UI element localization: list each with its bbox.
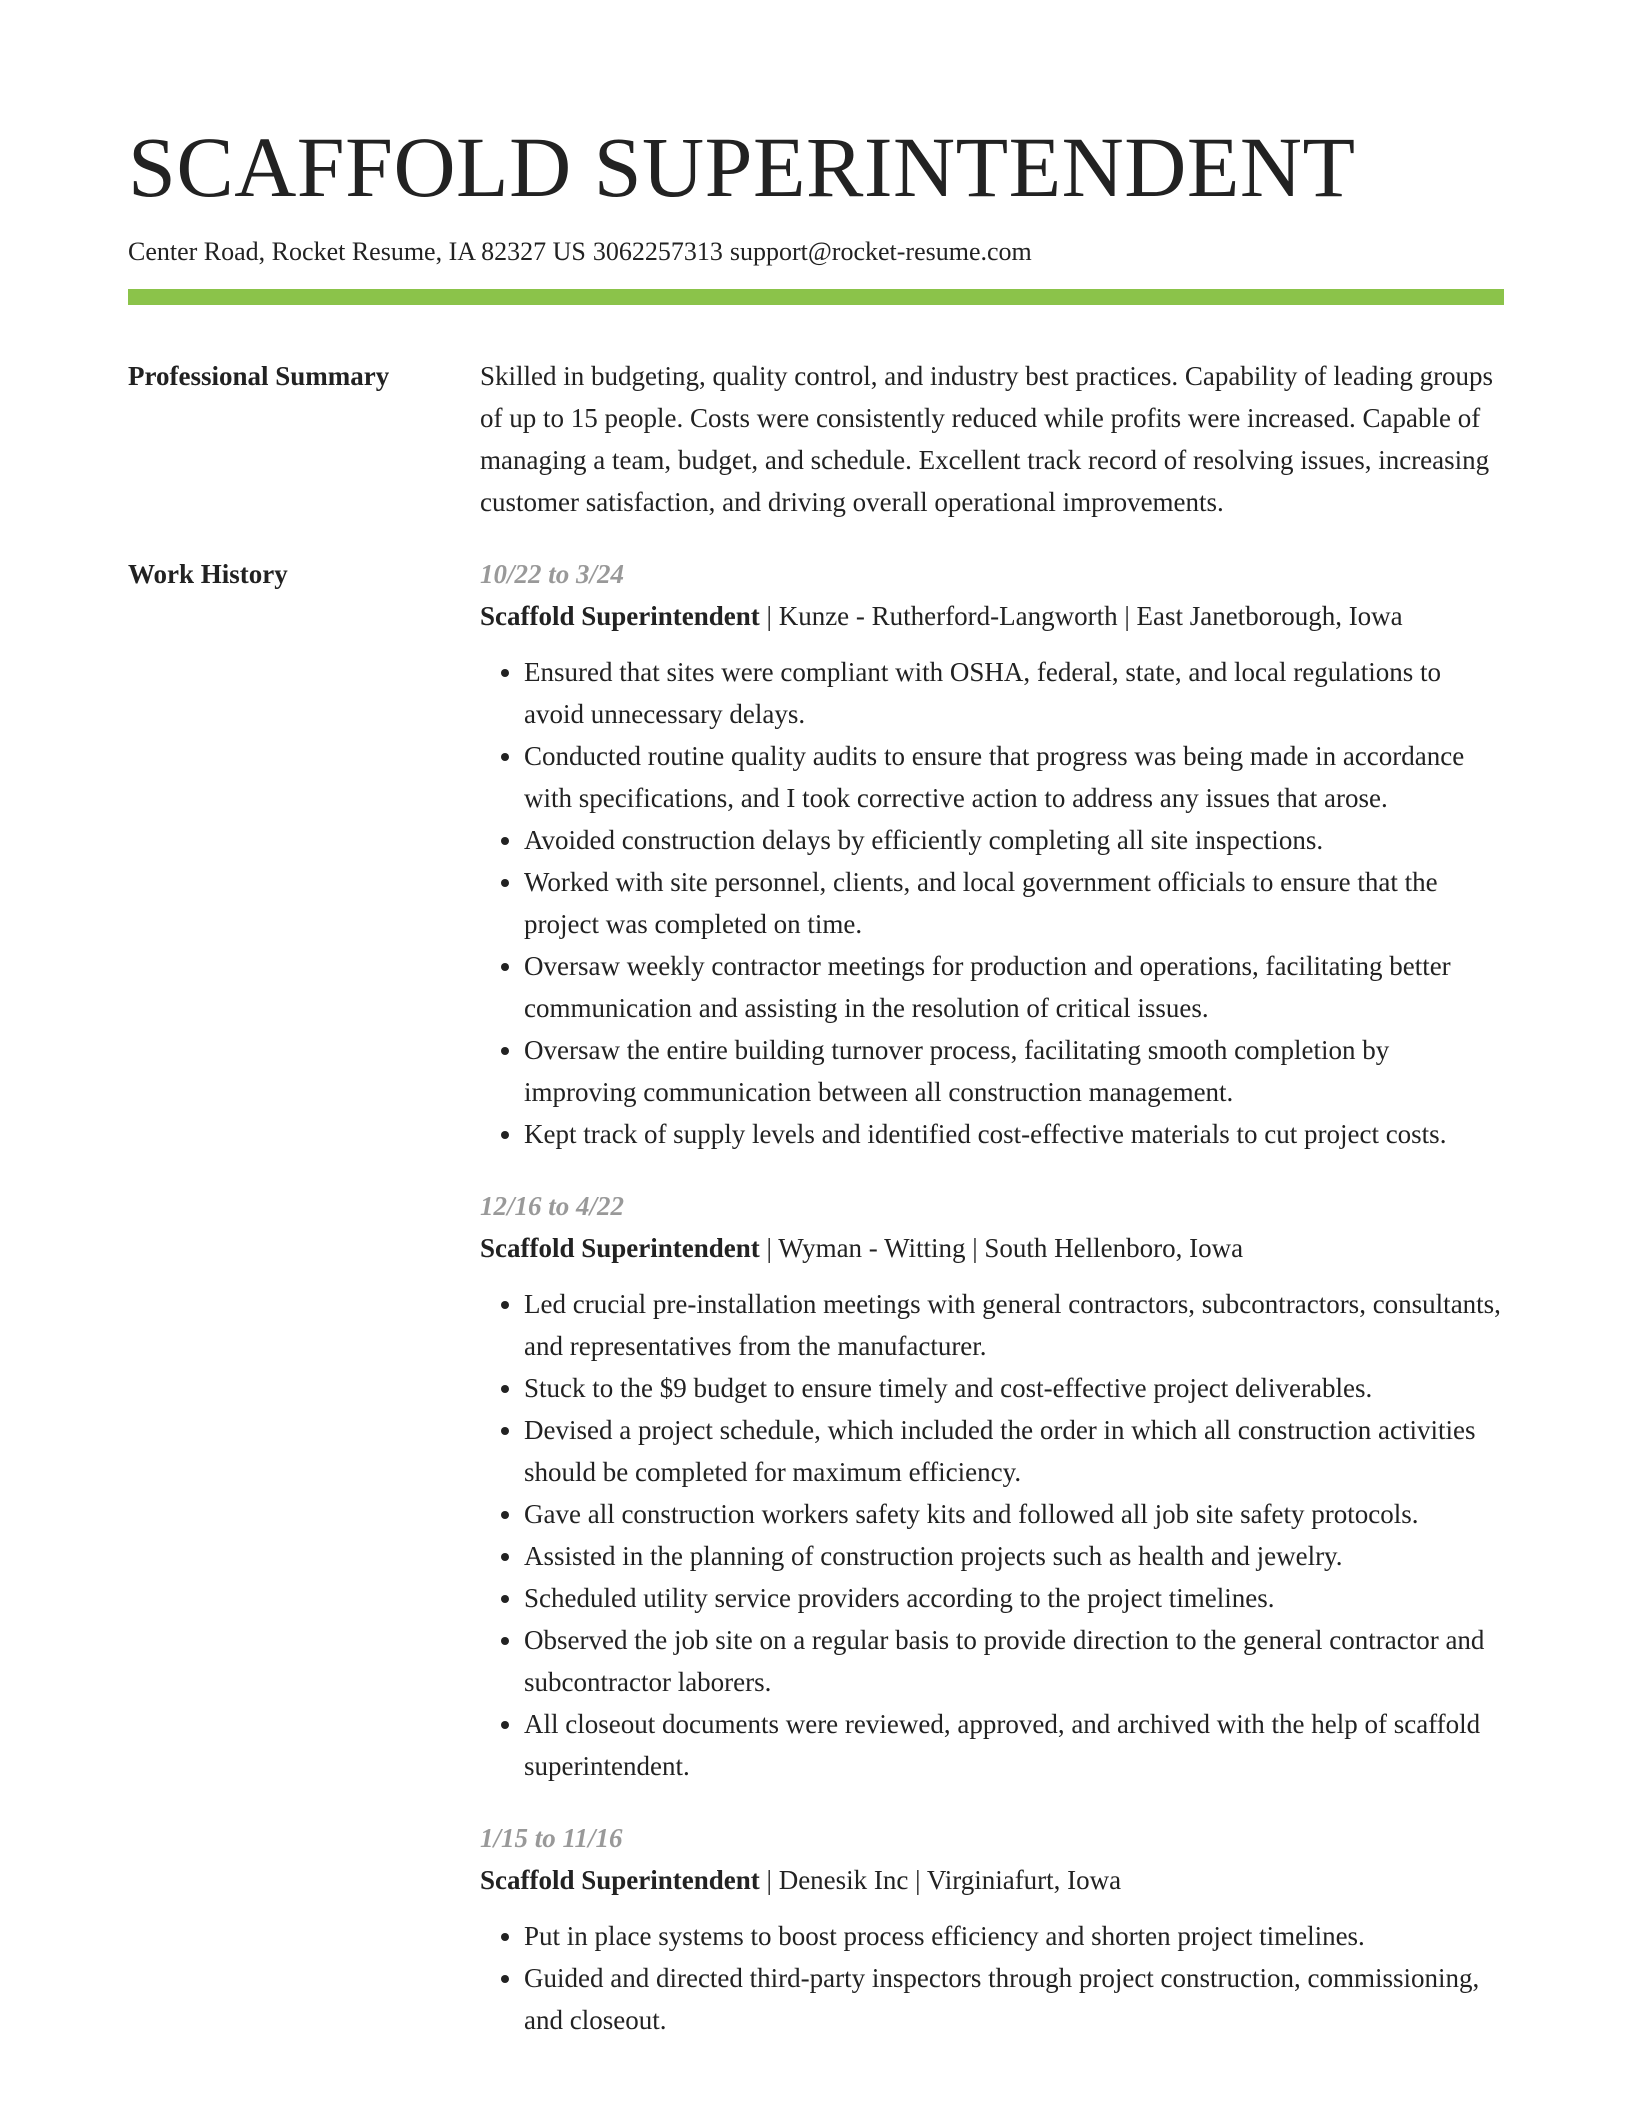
job-bullet: • Oversaw the entire building turnover process, facilitating smooth completion by improving communication between all construction management.	[524, 1029, 1504, 1113]
job-bullet: • Worked with site personnel, clients, and local government officials to ensure that the project was completed on time.	[524, 861, 1504, 945]
job-bullet: • Oversaw weekly contractor meetings for production and operations, facilitating better communication and assisting in the resolution of critical issues.	[524, 945, 1504, 1029]
job-dates: 12/16 to 4/22	[480, 1190, 625, 1221]
job-dates: 1/15 to 11/16	[480, 1822, 623, 1853]
job-bullet: • Gave all construction workers safety kits and followed all job site safety protocols.	[524, 1493, 1504, 1535]
job-role: Scaffold Superintendent	[480, 1232, 760, 1263]
job-bullet: • Led crucial pre-installation meetings with general contractors, subcontractors, consultants, and representatives from the manufacturer.	[524, 1283, 1504, 1367]
work-history-section-title: Work History	[128, 558, 288, 589]
job-entry	[480, 1817, 1504, 2041]
candidate-name: SCAFFOLD SUPERINTENDENT	[128, 119, 1356, 215]
work-history-section	[128, 553, 1504, 2071]
job-bullet: • Scheduled utility service providers according to the project timelines.	[524, 1577, 1504, 1619]
job-bullets	[480, 1283, 1504, 1787]
summary-section	[128, 355, 1504, 523]
summary-section-title: Professional Summary	[128, 360, 390, 391]
job-bullets	[480, 651, 1504, 1155]
job-bullet: • All closeout documents were reviewed, approved, and archived with the help of scaffold superintendent.	[524, 1703, 1504, 1787]
contact-address: Center Road, Rocket Resume, IA 82327 US	[128, 236, 586, 266]
contact-line	[128, 235, 1504, 269]
job-bullet: • Put in place systems to boost process efficiency and shorten project timelines.	[524, 1915, 1504, 1957]
job-dates: 10/22 to 3/24	[480, 558, 625, 589]
job-bullet: • Observed the job site on a regular basis to provide direction to the general contractor and subcontractor laborers.	[524, 1619, 1504, 1703]
job-entry	[480, 553, 1504, 1155]
job-details: | Denesik Inc | Virginiafurt, Iowa	[759, 1864, 1122, 1895]
job-bullet: • Guided and directed third-party inspectors through project construction, commissioning, and closeout.	[524, 1957, 1504, 2041]
job-heading	[480, 1227, 1504, 1269]
job-details: | Wyman - Witting | South Hellenboro, Iowa	[759, 1232, 1244, 1263]
job-bullet: • Assisted in the planning of construction projects such as health and jewelry.	[524, 1535, 1504, 1577]
job-bullet: • Stuck to the $9 budget to ensure timely and cost-effective project deliverables.	[524, 1367, 1504, 1409]
summary-text: Skilled in budgeting, quality control, and industry best practices. Capability of leading groups of up to 15 people. Costs were consistently reduced while profits were increased. Capable of managing a team, budget, and schedule. Excellent track record of resolving issues, increasing customer satisfaction, and driving overall operational improvements.	[480, 360, 1494, 517]
job-entry	[480, 1185, 1504, 1787]
contact-phone: 3062257313	[592, 236, 723, 266]
resume-page	[128, 118, 1504, 2071]
job-bullet: • Kept track of supply levels and identified cost-effective materials to cut project costs.	[524, 1113, 1504, 1155]
job-heading	[480, 595, 1504, 637]
header-divider	[128, 289, 1504, 305]
job-details: | Kunze - Rutherford-Langworth | East Janetborough, Iowa	[759, 600, 1403, 631]
job-heading	[480, 1859, 1504, 1901]
job-bullet: • Avoided construction delays by efficiently completing all site inspections.	[524, 819, 1504, 861]
job-role: Scaffold Superintendent	[480, 1864, 760, 1895]
job-role: Scaffold Superintendent	[480, 600, 760, 631]
job-bullet: • Conducted routine quality audits to ensure that progress was being made in accordance with specifications, and I took corrective action to address any issues that arose.	[524, 735, 1504, 819]
work-history-list	[480, 553, 1504, 2071]
job-bullet: • Devised a project schedule, which included the order in which all construction activities should be completed for maximum efficiency.	[524, 1409, 1504, 1493]
job-bullet: • Ensured that sites were compliant with OSHA, federal, state, and local regulations to avoid unnecessary delays.	[524, 651, 1504, 735]
contact-email: support@rocket-resume.com	[729, 236, 1032, 266]
job-bullets	[480, 1915, 1504, 2041]
